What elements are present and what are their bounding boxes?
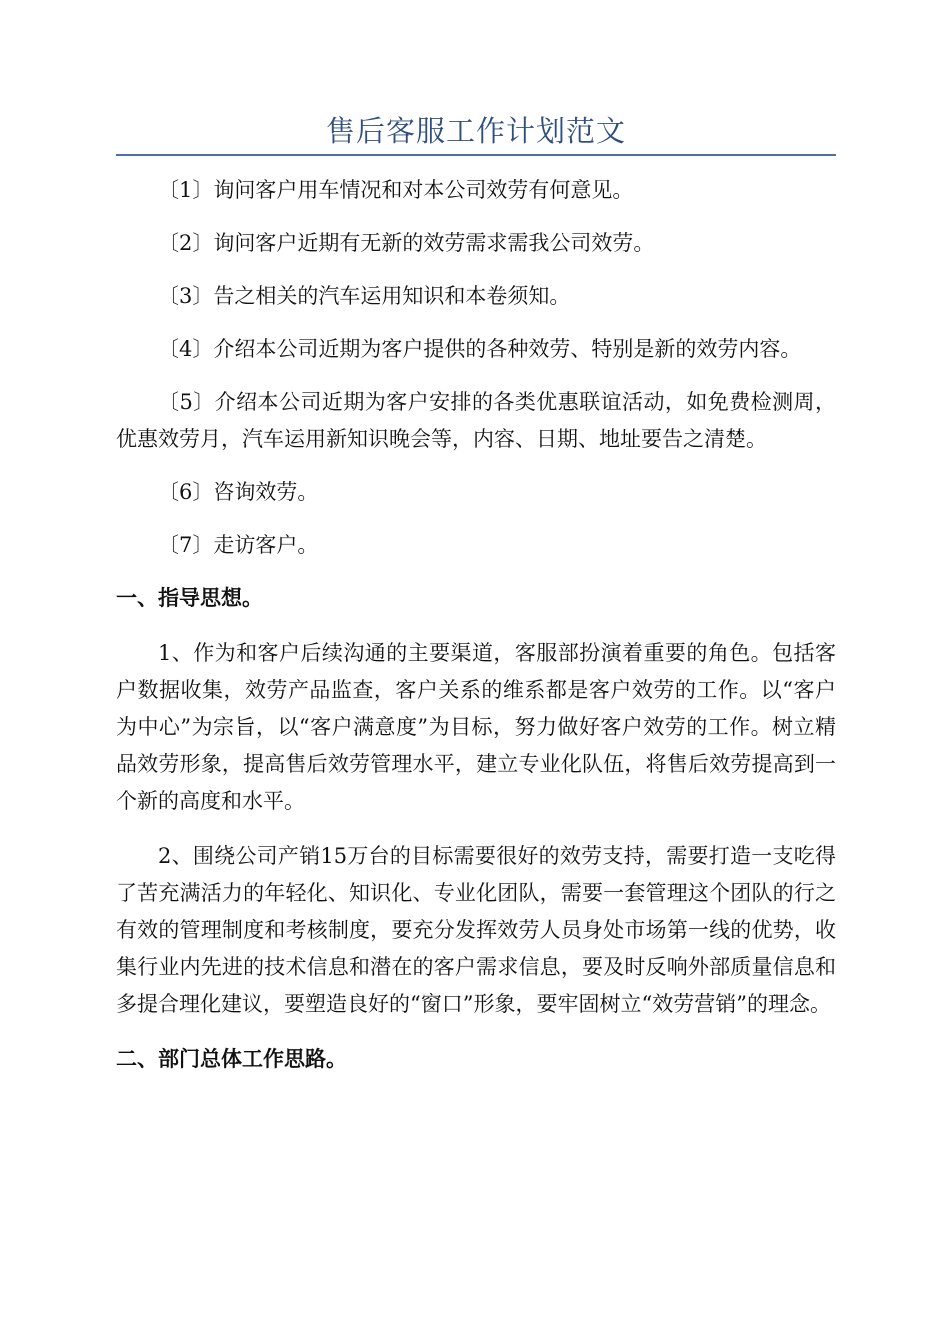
section-heading-guiding-ideology: 一、指导思想。 [116,586,263,610]
list-item: 〔3〕告之相关的汽车运用知识和本卷须知。 [158,284,571,308]
list-item: 〔5〕介绍本公司近期为客户安排的各类优惠联谊活动，如免费检测周，优惠效劳月，汽车运用新知识晚会等，内容、日期、地址要告之清楚。 [116,390,836,451]
list-item: 〔7〕走访客户。 [158,533,319,557]
document-title: 售后客服工作计划范文 [325,114,626,148]
section-heading-work-approach: 二、部门总体工作思路。 [116,1047,347,1071]
paragraph: 2、围绕公司产销15万台的目标需要很好的效劳支持，需要打造一支吃得了苦充满活力的年轻化、知识化、专业化团队，需要一套管理这个团队的行之有效的管理制度和考核制度，要充分发挥效劳人员身处市场第一线的优势，收集行业内先进的技术信息和潜在的客户需求信息，要及时反响外部质量信息和多提合理化建议，要塑造良好的“窗口”形象，要牢固树立“效劳营销”的理念。 [116,844,836,1016]
document-body [116,172,836,1096]
title-underline [116,154,836,156]
list-item: 〔6〕咨询效劳。 [158,480,319,504]
list-item: 〔4〕介绍本公司近期为客户提供的各种效劳、特别是新的效劳内容。 [158,337,802,361]
list-item: 〔2〕询问客户近期有无新的效劳需求需我公司效劳。 [158,231,655,255]
paragraph: 1、作为和客户后续沟通的主要渠道，客服部扮演着重要的角色。包括客户数据收集，效劳产品监查，客户关系的维系都是客户效劳的工作。以“客户为中心”为宗旨，以“客户满意度”为目标，努力做好客户效劳的工作。树立精品效劳形象，提高售后效劳管理水平，建立专业化队伍，将售后效劳提高到一个新的高度和水平。 [116,641,836,813]
list-item: 〔1〕询问客户用车情况和对本公司效劳有何意见。 [158,178,634,202]
document-page [116,0,836,1344]
